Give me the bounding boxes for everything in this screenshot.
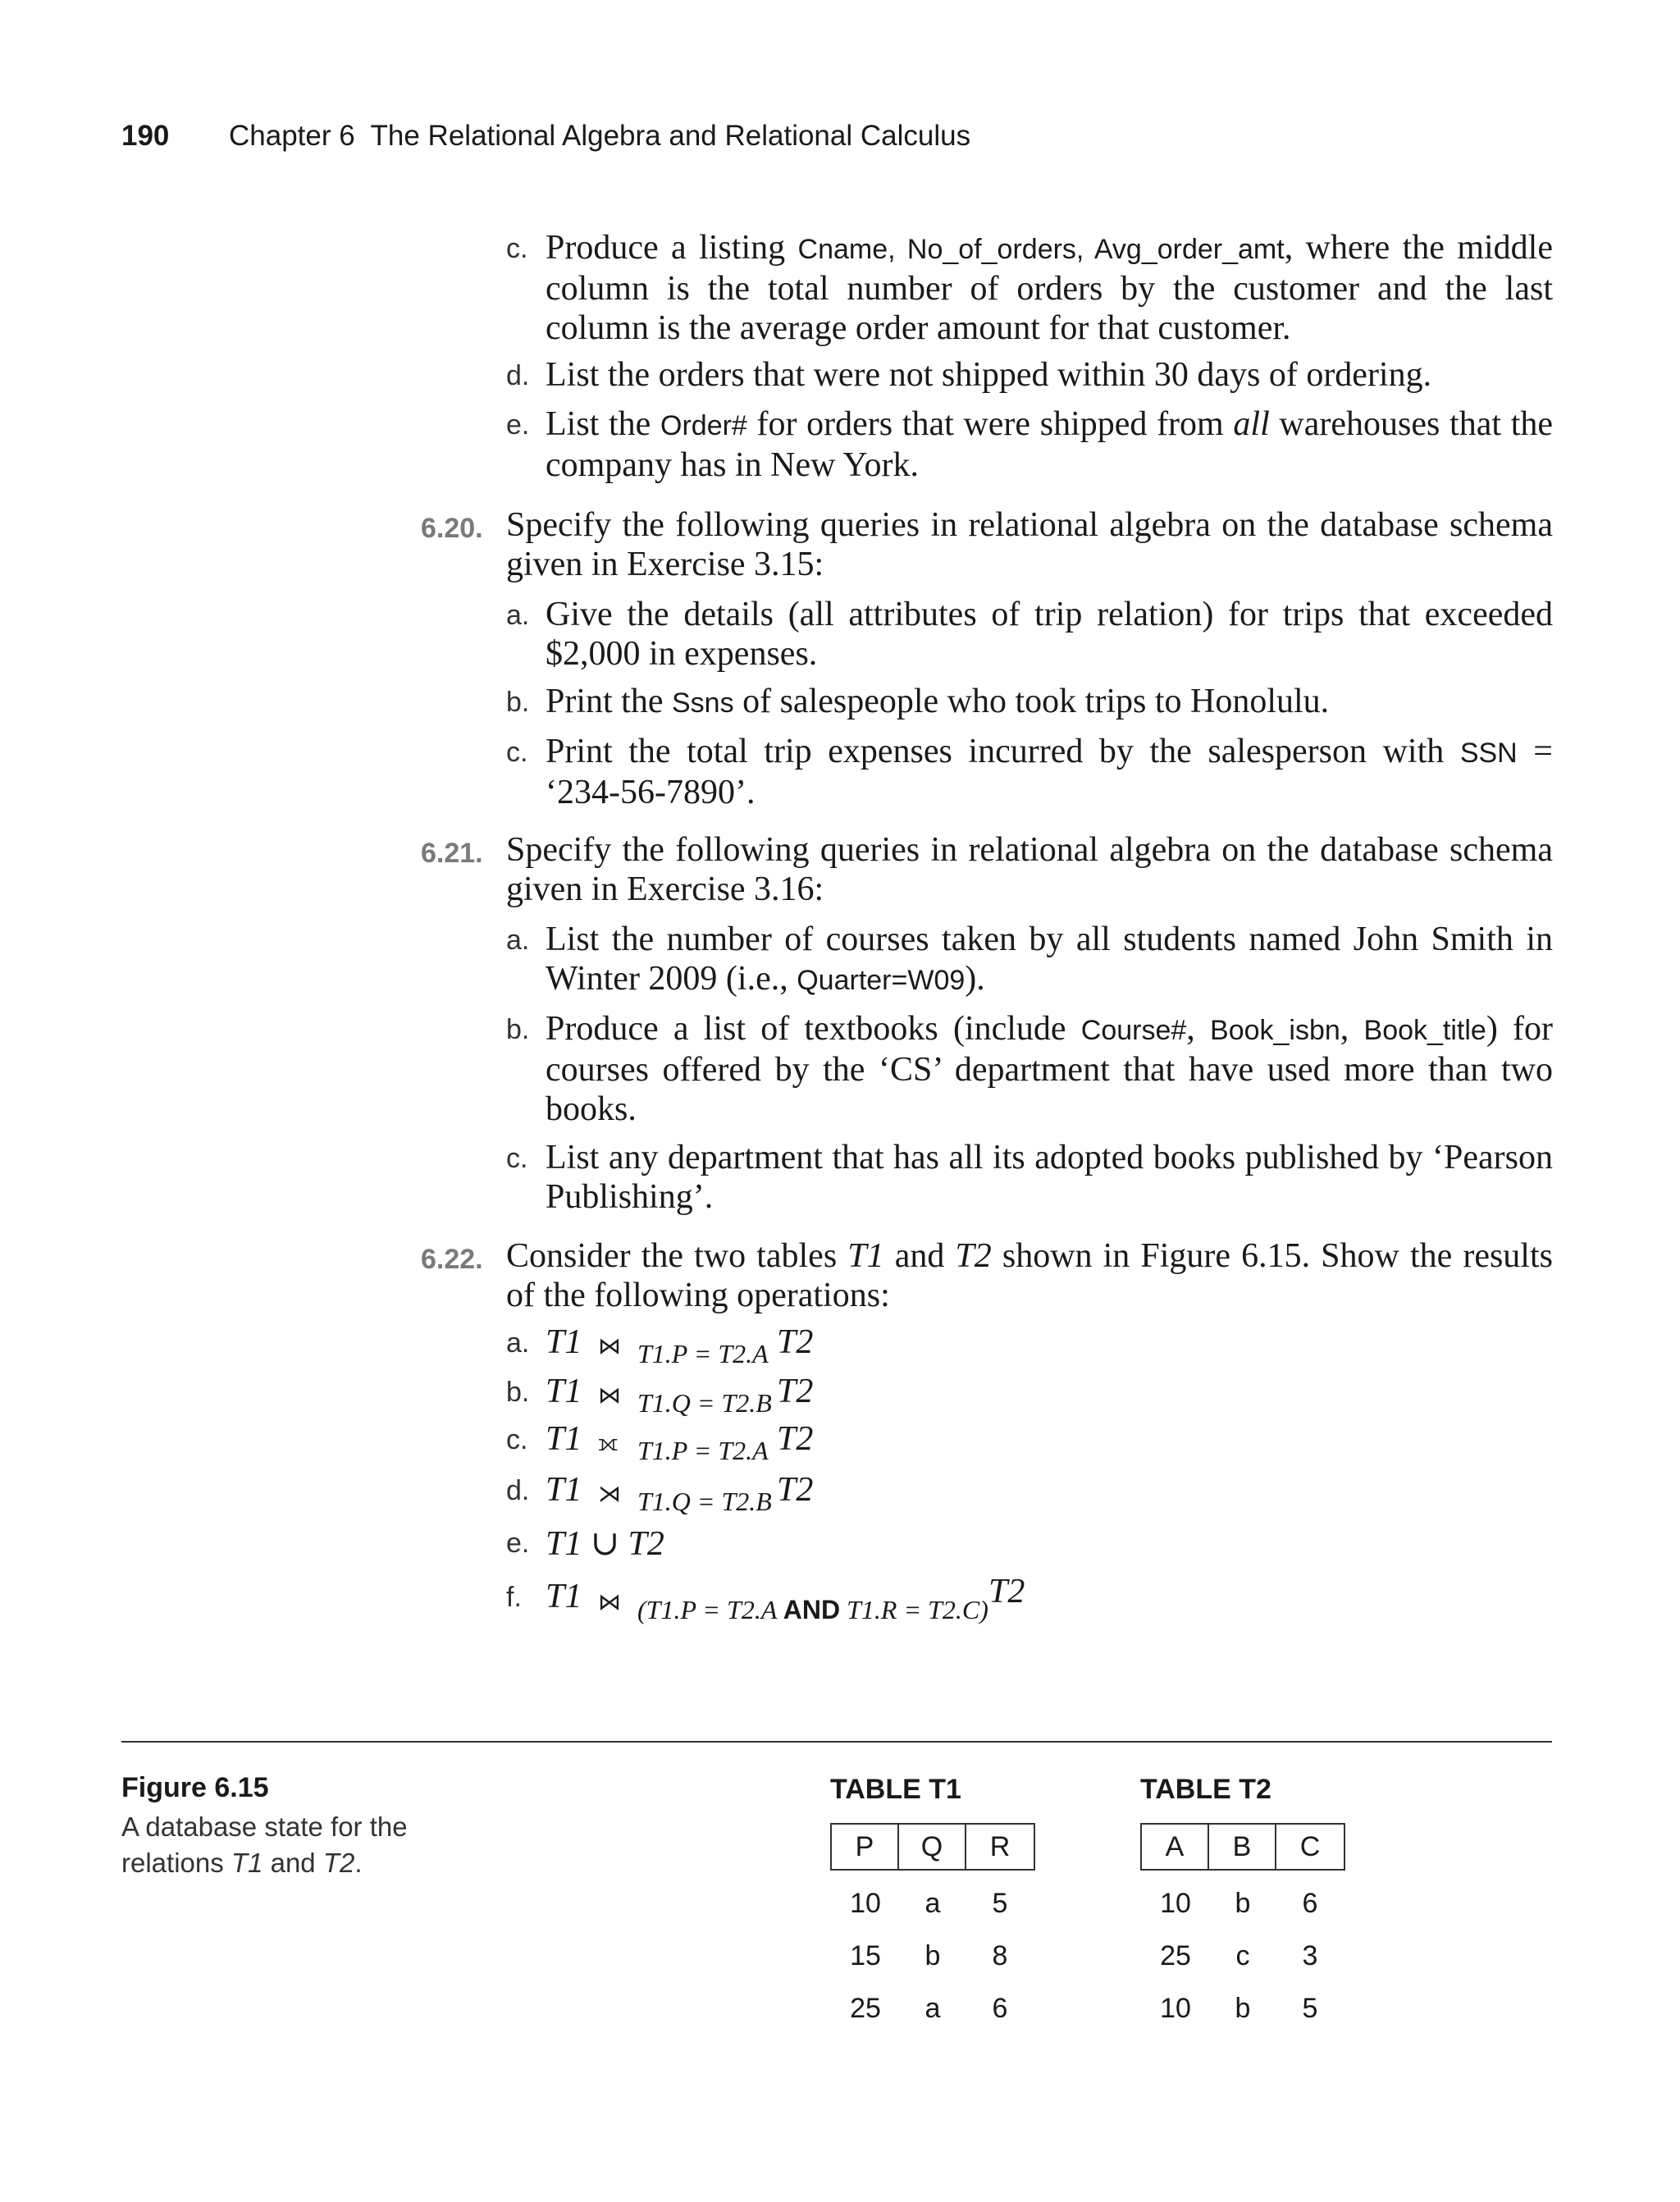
table-cell: 6 (1302, 1888, 1318, 1919)
condition-part: (T1.P = T2.A (637, 1595, 783, 1624)
exercise-number: 6.22. (421, 1244, 483, 1275)
right-operand: T2 (777, 1373, 814, 1410)
attribute-name: Book_title (1363, 1015, 1486, 1046)
text-run: Print the total trip expenses incurred by the salesperson with (546, 733, 1460, 770)
table-cell: b (924, 1940, 941, 1971)
table-cell: 3 (1302, 1940, 1318, 1971)
right-operand: T2 (777, 1323, 814, 1361)
item-text: Give the details (all attributes of trip relation) for trips that exceeded $2,000 in expenses. (546, 596, 1553, 673)
right-operand: T2 (777, 1471, 814, 1509)
table-t2-header (1140, 1823, 1345, 1871)
text-run: = ‘234-56-7890’. (546, 733, 1553, 811)
page-header (0, 120, 1680, 156)
item-text: List the orders that were not shipped within 30 days of ordering. (546, 356, 1432, 394)
separator: , (1186, 1010, 1211, 1048)
text-run: ). (965, 960, 985, 998)
text-run: List the (546, 405, 661, 443)
table-cell: a (924, 1888, 941, 1919)
text-run: warehouses that the company has in New York. (546, 405, 1554, 484)
item-letter: e. (506, 409, 530, 441)
text-run: for orders that were shipped from (746, 405, 1234, 443)
item-text (546, 682, 1553, 723)
item-letter: e. (506, 1528, 530, 1559)
left-operand: T1 (546, 1420, 582, 1458)
table-cell: 5 (992, 1888, 1008, 1919)
table-cell: 10 (850, 1888, 881, 1919)
table-cell: 25 (850, 1993, 881, 2024)
join-condition (637, 1595, 988, 1625)
column-header: R (989, 1831, 1011, 1862)
table-cell: a (924, 1993, 941, 2024)
union-expression: T1 ∪ T2 (546, 1525, 664, 1563)
text-run: A database state for the relations (121, 1811, 408, 1878)
exercise-number: 6.20. (421, 513, 483, 544)
table-t2-title: TABLE T2 (1140, 1774, 1271, 1805)
text-run: Consider the two tables (506, 1237, 848, 1275)
exercise-text: Specify the following queries in relational algebra on the database schema given in Exercise 3.15: (506, 506, 1553, 583)
join-symbol: ⋊ (598, 1480, 621, 1507)
table-t2-body (1142, 1877, 1344, 2035)
item-text (546, 732, 1553, 812)
join-condition: T1.Q = T2.B (637, 1388, 772, 1418)
table-row (1142, 1930, 1344, 1982)
item-text (546, 1009, 1553, 1129)
attribute-name: Ssns (672, 688, 734, 719)
left-operand: T1 (546, 1323, 582, 1361)
join-condition: T1.P = T2.A (637, 1339, 769, 1368)
table-cell: 10 (1160, 1888, 1191, 1919)
table-row (1142, 1877, 1344, 1930)
item-letter: a. (506, 925, 530, 956)
item-letter: b. (506, 1377, 530, 1408)
left-operand: T1 (546, 1373, 582, 1410)
table-t1-title: TABLE T1 (830, 1774, 961, 1805)
item-letter: a. (506, 1327, 530, 1359)
running-title: Chapter 6 The Relational Algebra and Relational Calculus (229, 120, 971, 152)
attribute-name: SSN (1459, 738, 1518, 769)
text-run: and (883, 1237, 956, 1275)
item-letter: f. (506, 1582, 522, 1613)
table-cell: 15 (850, 1940, 881, 1971)
emphasis: all (1233, 405, 1270, 443)
exercise-text (506, 1236, 1553, 1315)
item-text (546, 920, 1553, 1000)
text-run: , where the middle column is the total number of orders by the customer and the last column is the average order amount for that customer. (546, 229, 1553, 347)
item-letter: a. (506, 600, 530, 631)
figure-divider (121, 1741, 1552, 1743)
condition-part: T1.R = T2.C) (840, 1595, 988, 1624)
item-letter: b. (506, 687, 530, 718)
figure-title: Figure 6.15 (121, 1772, 269, 1803)
item-letter: c. (506, 737, 528, 768)
table-ref: T1 (847, 1237, 884, 1275)
column-header: C (1299, 1831, 1321, 1862)
table-cell: 8 (992, 1940, 1008, 1971)
text-run: List the number of courses taken by all students named John Smith in Winter 2009 (i.e., (546, 921, 1553, 998)
and-keyword: AND (783, 1595, 841, 1624)
text-run: of salespeople who took trips to Honolulu. (733, 683, 1330, 720)
table-ref: T2 (322, 1848, 355, 1878)
item-text (546, 404, 1553, 485)
separator: , (1340, 1010, 1364, 1048)
column-header: Q (899, 1825, 966, 1869)
table-cell: 5 (1302, 1993, 1318, 2024)
table-ref: T2 (955, 1237, 992, 1275)
table-row (832, 1930, 1034, 1982)
page-number: 190 (121, 120, 170, 152)
join-condition: T1.P = T2.A (637, 1436, 769, 1465)
item-letter: c. (506, 1143, 528, 1174)
attribute-names: Cname, No_of_orders, Avg_order_amt (797, 234, 1285, 265)
text-run: and (262, 1848, 323, 1878)
text-run: Print the (546, 683, 672, 720)
attribute-name: Book_isbn (1210, 1015, 1340, 1046)
attribute-value: Quarter=W09 (797, 965, 966, 996)
exercise-text: Specify the following queries in relational algebra on the database schema given in Exercise 3.16: (506, 831, 1553, 908)
text-run: . (354, 1848, 363, 1878)
attribute-name: Order# (660, 410, 747, 441)
join-symbol: ⋈ (598, 1382, 621, 1409)
exercise-number: 6.21. (421, 838, 483, 869)
item-letter: b. (506, 1014, 530, 1045)
join-symbol: ⋈ (598, 1332, 621, 1359)
item-letter: c. (506, 233, 528, 264)
table-cell: 6 (992, 1993, 1008, 2024)
item-letter: d. (506, 360, 530, 391)
table-row (832, 1877, 1034, 1930)
table-cell: 10 (1160, 1993, 1191, 2024)
column-header: A (1142, 1825, 1209, 1869)
column-header: B (1209, 1825, 1276, 1869)
table-ref: T1 (231, 1848, 263, 1878)
left-operand: T1 (546, 1471, 582, 1509)
attribute-name: Course# (1080, 1015, 1187, 1046)
table-cell: c (1235, 1940, 1250, 1971)
text-run: Produce a listing (546, 229, 798, 267)
figure-caption (121, 1809, 466, 1881)
table-t1-header (830, 1823, 1035, 1871)
join-condition: T1.Q = T2.B (637, 1487, 772, 1516)
item-text (546, 228, 1553, 348)
text-run: Produce a list of textbooks (include (546, 1010, 1081, 1048)
table-cell: 25 (1160, 1940, 1191, 1971)
text-run: shown in Figure 6.15. Show the results of the following operations: (506, 1237, 1553, 1314)
join-symbol: ⋈ (598, 1588, 621, 1615)
table-row (832, 1982, 1034, 2035)
left-operand: T1 (546, 1578, 582, 1615)
table-row (1142, 1982, 1344, 2035)
text-run: ) for courses offered by the ‘CS’ department that have used more than two books. (546, 1010, 1554, 1128)
column-header: P (832, 1825, 899, 1869)
join-symbol: ⟗ (598, 1429, 619, 1456)
item-text: List any department that has all its adopted books published by ‘Pearson Publishing’. (546, 1139, 1553, 1216)
table-cell: b (1235, 1888, 1251, 1919)
table-t1-body (832, 1877, 1034, 2035)
operation-item (506, 1572, 1097, 1624)
item-letter: c. (506, 1424, 528, 1455)
item-letter: d. (506, 1475, 530, 1506)
right-operand: T2 (777, 1420, 814, 1458)
table-cell: b (1235, 1993, 1251, 2024)
right-operand: T2 (988, 1573, 1025, 1610)
